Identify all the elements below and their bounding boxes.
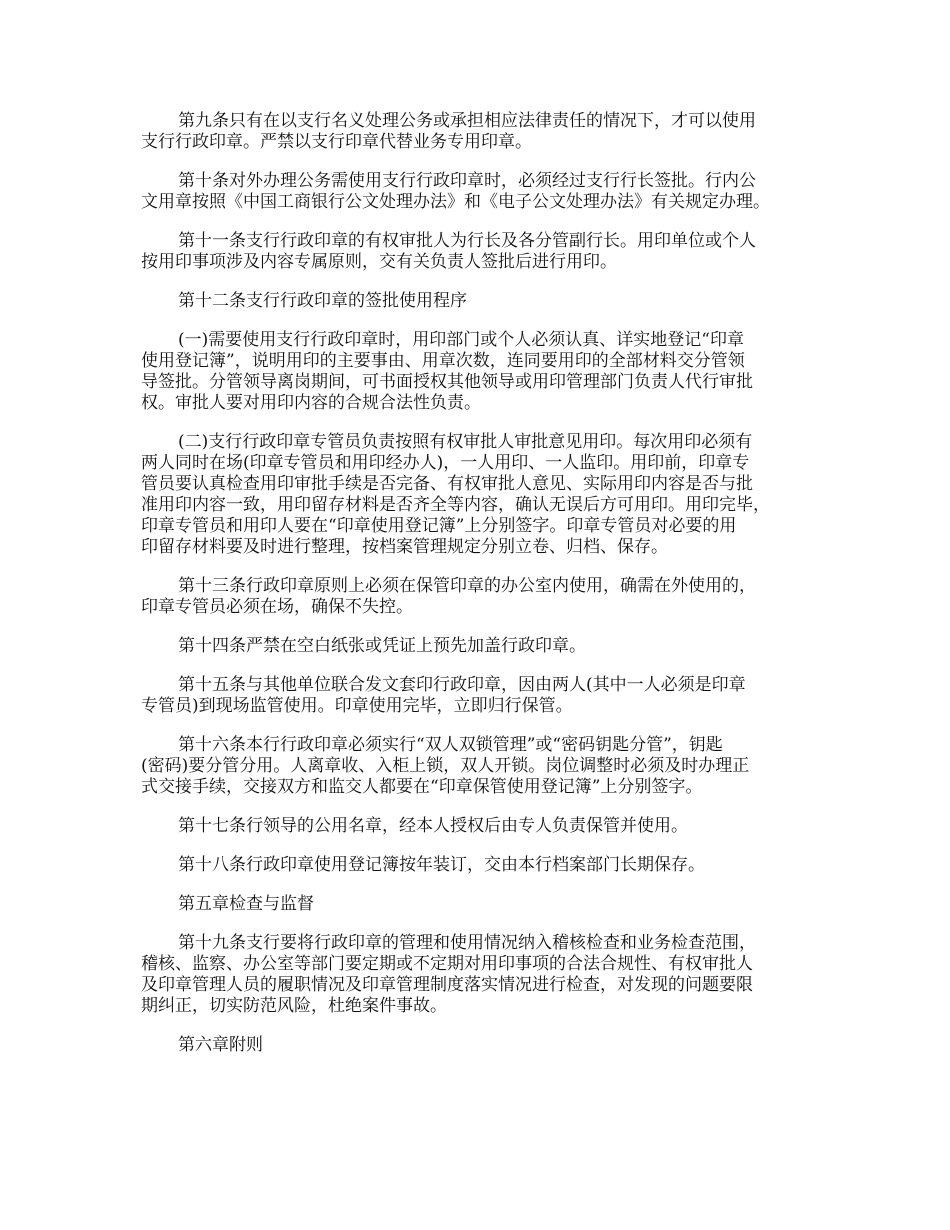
article-18-paragraph: 第十八条行政印章使用登记簿按年装订，交由本行档案部门长期保存。 — [178, 855, 705, 875]
article-15-paragraph: 第十五条与其他单位联合发文套印行政印章，因由两人(其中一人必须是印章 专管员)到现场监管使用。印章使用完毕，立即归行保管。 — [141, 675, 746, 716]
chapter-6-heading: 第六章附则 — [178, 1035, 263, 1055]
article-12-item-1-paragraph: (一)需要使用支行行政印章时，用印部门或个人必须认真、详实地登记“印章 使用登记簿”，说明用印的主要事由、用章次数，连同要用印的全部材料交分管领 导签批。分管领导离岗期间，可书面授权其他领导或用印管理部门负责人代行审批 权。审批人要对用印内容的合规合法性负责。 — [141, 330, 753, 413]
article-19-paragraph: 第十九条支行要将行政印章的管理和使用情况纳入稽核检查和业务检查范围， 稽核、监察、办公室等部门要定期或不定期对用印事项的合法合规性、有权审批人 及印章管理人员的履职情况及印章管理制度落实情况进行检查，对发现的问题要限 期纠正，切实防范风险，杜绝案件事故。 — [141, 933, 756, 1016]
article-10-paragraph: 第十条对外办理公务需使用支行行政印章时，必须经过支行行长签批。行内公 文用章按照《中国工商银行公文处理办法》和《电子公文处理办法》有关规定办理。 — [141, 171, 770, 212]
article-16-paragraph: 第十六条本行行政印章必须实行“双人双锁管理”或“密码钥匙分管”，钥匙 (密码)要分管分用。人离章收、入柜上锁，双人开锁。岗位调整时必须及时办理正 式交接手续，交接双方和监交人都要在“印章保管使用登记簿”上分别签字。 — [141, 735, 750, 797]
article-9-paragraph: 第九条只有在以支行名义处理公务或承担相应法律责任的情况下，才可以使用 支行行政印章。严禁以支行印章代替业务专用印章。 — [141, 111, 756, 152]
article-12-item-2-paragraph: (二)支行行政印章专管员负责按照有权审批人审批意见用印。每次用印必须有 两人同时在场(印章专管员和用印经办人)，一人用印、一人监印。用印前，印章专 管员要认真检查用印审批手续是否完备、有权审批人意见、实际用印内容是否与批 准用印内容一致，用印留存材料是否齐全等内容，确认无误后方可用印。用印完毕， 印章专管员和用印人要在“印章使用登记簿”上分别签字。印章专管员对必要的用 印留存材料要及时进行整理，按档案管理规定分别立卷、归档、保存。 — [141, 432, 770, 557]
chapter-5-heading: 第五章检查与监督 — [178, 894, 314, 914]
document-body — [141, 111, 821, 1074]
article-12-heading: 第十二条支行行政印章的签批使用程序 — [178, 291, 467, 311]
article-14-paragraph: 第十四条严禁在空白纸张或凭证上预先加盖行政印章。 — [178, 636, 586, 656]
article-17-paragraph: 第十七条行领导的公用名章，经本人授权后由专人负责保管并使用。 — [178, 816, 688, 836]
article-11-paragraph: 第十一条支行行政印章的有权审批人为行长及各分管副行长。用印单位或个人 按用印事项涉及内容专属原则，交有关负责人签批后进行用印。 — [141, 231, 756, 272]
article-13-paragraph: 第十三条行政印章原则上必须在保管印章的办公室内使用，确需在外使用的， 印章专管员必须在场，确保不失控。 — [141, 576, 756, 617]
